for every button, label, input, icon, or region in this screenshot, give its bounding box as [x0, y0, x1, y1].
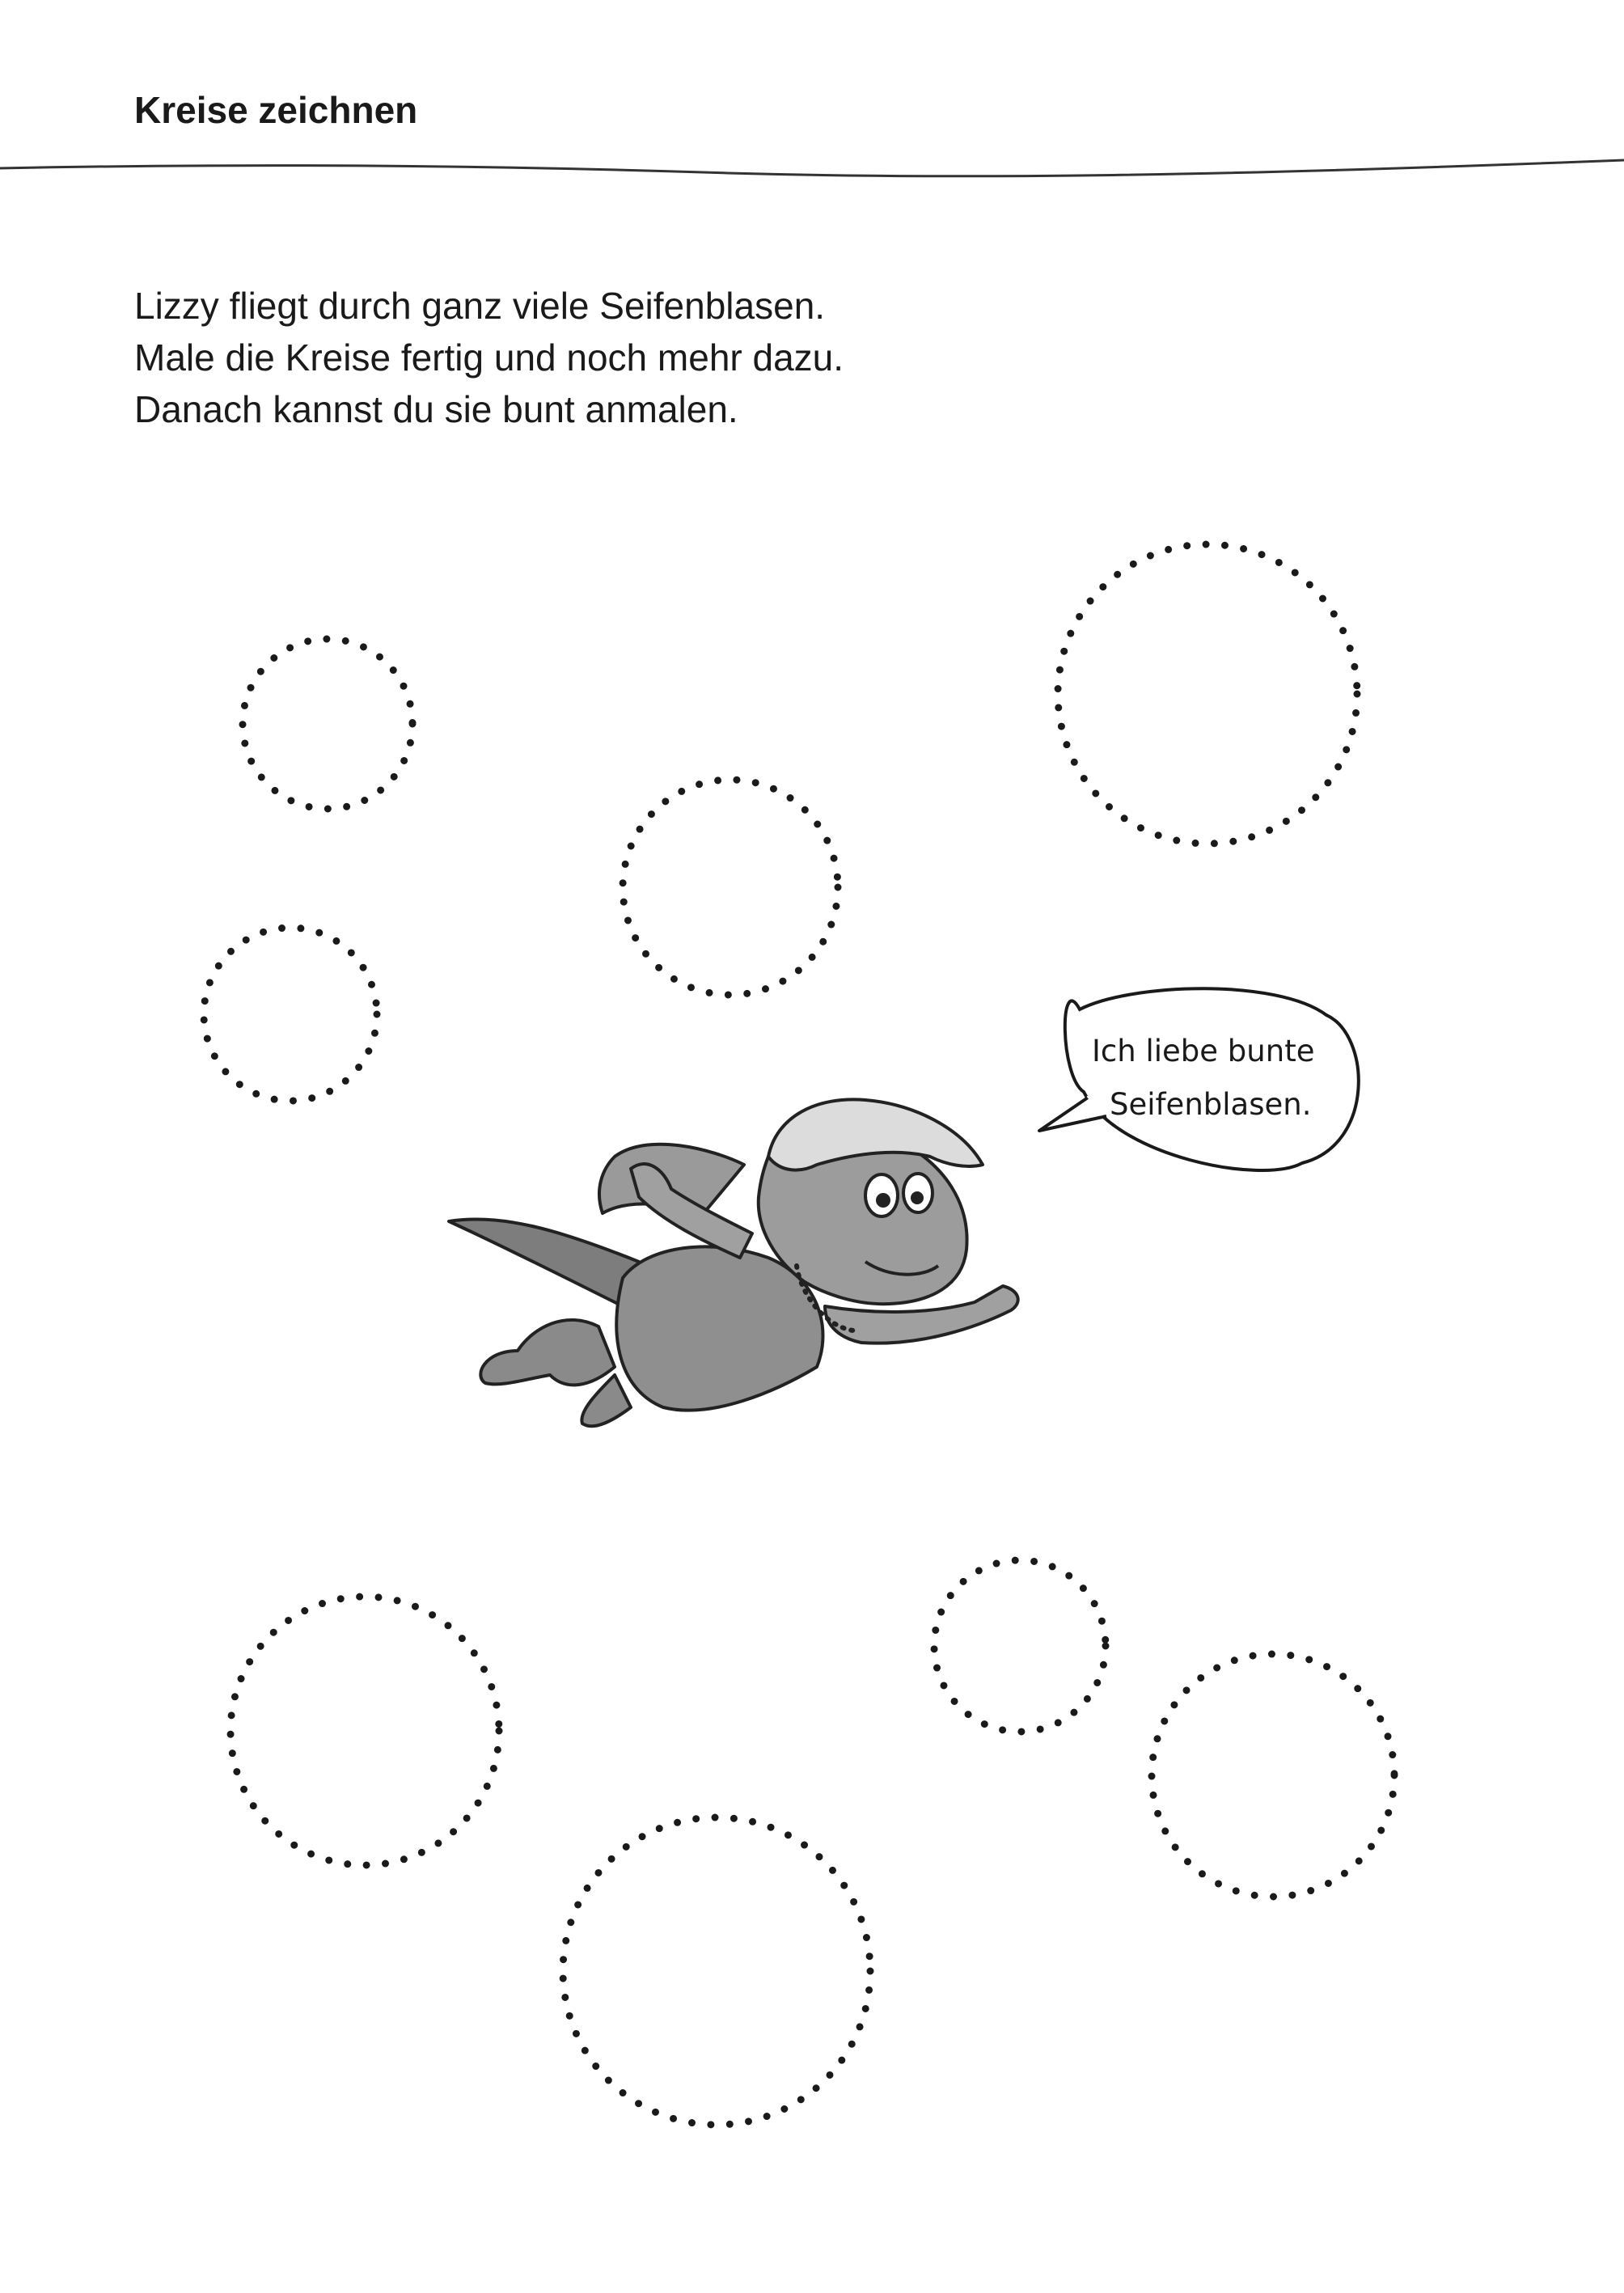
- speech-line-1: Ich liebe bunte: [1092, 1034, 1315, 1068]
- tracing-circle[interactable]: [934, 1560, 1106, 1732]
- tracing-circle[interactable]: [1152, 1654, 1394, 1897]
- tracing-circle[interactable]: [230, 1597, 499, 1865]
- flying-dragon-icon: [449, 1099, 1018, 1426]
- tracing-circle[interactable]: [623, 780, 838, 995]
- speech-line-2: Seifenblasen.: [1110, 1087, 1312, 1122]
- tracing-circle[interactable]: [243, 639, 412, 809]
- tracing-circle[interactable]: [1058, 544, 1357, 844]
- page-title: Kreise zeichnen: [134, 89, 418, 131]
- tracing-circle[interactable]: [563, 1817, 870, 2125]
- instruction-line-3: Danach kannst du sie bunt anmalen.: [134, 388, 738, 430]
- tracing-circle[interactable]: [204, 928, 377, 1101]
- instruction-line-2: Male die Kreise fertig und noch mehr dazu.: [134, 336, 844, 379]
- speech-bubble: [1039, 988, 1359, 1170]
- instruction-line-1: Lizzy fliegt durch ganz viele Seifenblasen.: [134, 285, 826, 327]
